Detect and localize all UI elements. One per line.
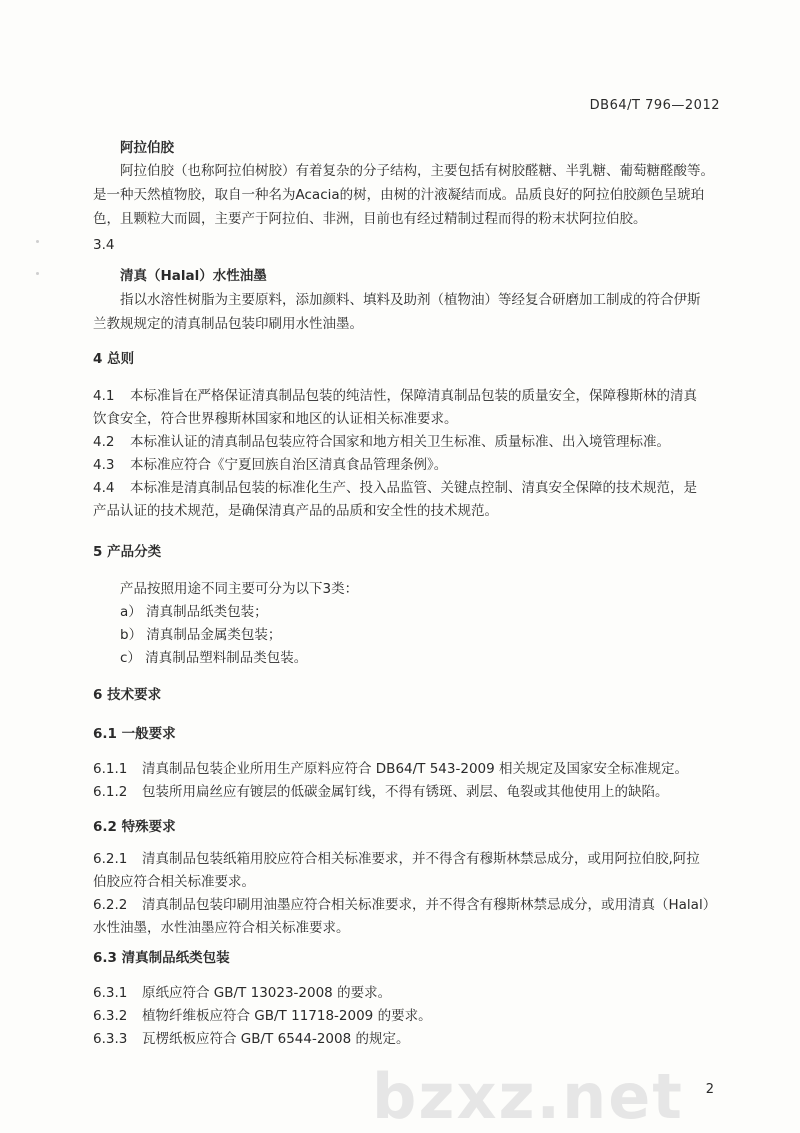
clause-text: 原纸应符合 GB/T 13023-2008 的要求。 [142,985,392,1001]
definition-line: 兰教规规定的清真制品包装印刷用水性油墨。 [93,316,363,332]
list-intro: 产品按照用途不同主要可分为以下3类： [120,581,359,597]
list-item: a） 清真制品纸类包装； [120,604,268,620]
section-number: 3.4 [93,237,115,253]
clause-text: 本标准旨在严格保证清真制品包装的纯洁性，保障清真制品包装的质量安全，保障穆斯林的清真 [130,388,697,404]
scan-speck [36,272,39,275]
clause-number: 6.3.2 [93,1008,128,1024]
clause-text: 本标准应符合《宁夏回族自治区清真食品管理条例》。 [130,457,448,473]
clause-text: 清真制品包装纸箱用胶应符合相关标准要求，并不得含有穆斯林禁忌成分，或用阿拉伯胶,阿拉 [142,851,700,867]
clause-number: 4.1 [93,388,115,404]
clause-text: 本标准认证的清真制品包装应符合国家和地方相关卫生标准、质量标准、出入境管理标准。 [130,434,670,450]
clause-number: 6.2.2 [93,897,128,913]
clause-text: 产品认证的技术规范，是确保清真产品的品质和安全性的技术规范。 [93,503,498,519]
section-heading: 6 技术要求 [93,687,162,703]
clause-text: 植物纤维板应符合 GB/T 11718-2009 的要求。 [142,1008,432,1024]
clause-number: 6.1.1 [93,761,128,777]
term-heading-arabic-gum: 阿拉伯胶 [120,140,174,156]
definition-line: 阿拉伯胶（也称阿拉伯树胶）有着复杂的分子结构，主要包括有树胶醛糖、半乳糖、葡萄糖醛酸等。 [120,163,714,179]
clause-text: 清真制品包装印刷用油墨应符合相关标准要求，并不得含有穆斯林禁忌成分，或用清真（Halal） [142,897,717,913]
subsection-heading: 6.2 特殊要求 [93,819,176,835]
section-heading: 5 产品分类 [93,544,162,560]
clause-text: 清真制品包装企业所用生产原料应符合 DB64/T 543-2009 相关规定及国家安全标准规定。 [142,761,688,777]
scan-speck [36,240,39,243]
clause-number: 6.2.1 [93,851,128,867]
definition-line: 指以水溶性树脂为主要原料，添加颜料、填料及助剂（植物油）等经复合研磨加工制成的符合伊斯 [120,292,701,308]
clause-number: 4.3 [93,457,115,473]
clause-text: 包装所用扁丝应有镀层的低碳金属钉线，不得有锈斑、剥层、龟裂或其他使用上的缺陷。 [142,784,669,800]
clause-number: 6.3.3 [93,1031,128,1047]
clause-text: 伯胶应符合相关标准要求。 [93,874,255,890]
term-heading-halal-ink: 清真（Halal）水性油墨 [120,268,267,284]
definition-line: 是一种天然植物胶，取自一种名为Acacia的树，由树的汁液凝结而成。品质良好的阿拉伯胶颜色呈琥珀 [93,187,705,203]
clause-text: 本标准是清真制品包装的标准化生产、投入品监管、关键点控制、清真安全保障的技术规范，是 [130,480,697,496]
watermark: bzxz.net [372,1060,684,1133]
definition-line: 色，且颗粒大而圆，主要产于阿拉伯、非洲，目前也有经过精制过程而得的粉末状阿拉伯胶。 [93,211,647,227]
clause-number: 4.4 [93,480,115,496]
list-item: b） 清真制品金属类包装； [120,627,282,643]
clause-number: 4.2 [93,434,115,450]
clause-text: 瓦楞纸板应符合 GB/T 6544-2008 的规定。 [142,1031,410,1047]
list-item: c） 清真制品塑料制品类包装。 [120,650,308,666]
document-code: DB64/T 796—2012 [589,98,720,113]
section-heading: 4 总则 [93,351,135,367]
subsection-heading: 6.1 一般要求 [93,726,176,742]
page-number: 2 [705,1082,714,1097]
clause-number: 6.1.2 [93,784,128,800]
clause-number: 6.3.1 [93,985,128,1001]
subsection-heading: 6.3 清真制品纸类包装 [93,950,230,966]
clause-text: 饮食安全，符合世界穆斯林国家和地区的认证相关标准要求。 [93,411,458,427]
clause-text: 水性油墨，水性油墨应符合相关标准要求。 [93,920,350,936]
